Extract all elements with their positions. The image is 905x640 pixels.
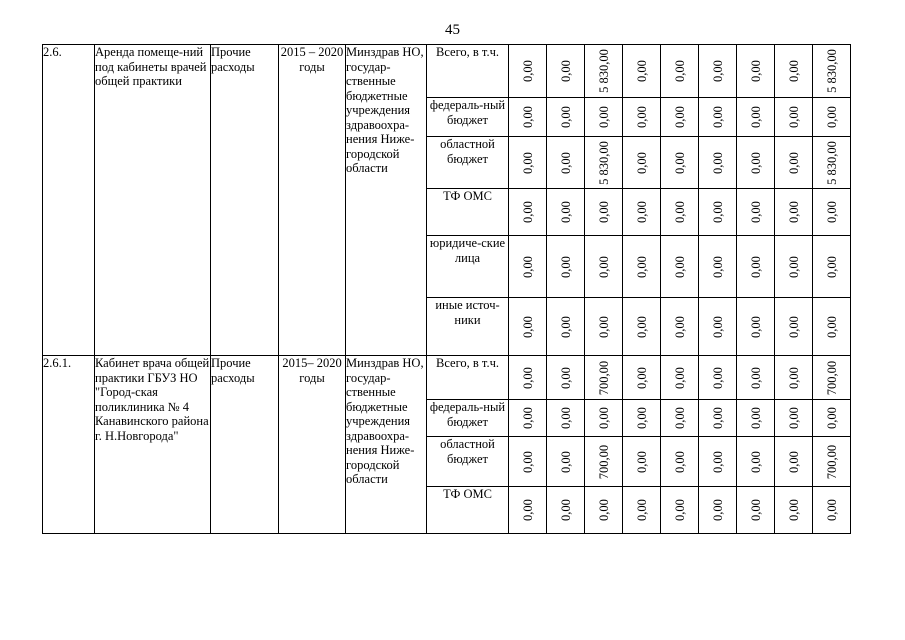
amount-cell (585, 437, 623, 487)
budget-table (42, 44, 851, 534)
amount-cell (661, 400, 699, 437)
amount-value: 0,00 (748, 366, 763, 389)
section-name: Аренда помеще-ний под кабинеты врачей общей практики (95, 45, 211, 356)
amount-value: 0,00 (824, 407, 839, 429)
amount-value: 0,00 (710, 499, 725, 521)
amount-value: 0,00 (634, 201, 649, 223)
amount-value: 700,00 (596, 360, 611, 395)
amount-value: 5 830,00 (596, 49, 611, 93)
amount-value: 0,00 (710, 450, 725, 473)
amount-value: 700,00 (824, 444, 839, 479)
amount-value: 0,00 (672, 315, 687, 338)
funding-source-label: федераль-ный бюджет (427, 400, 509, 437)
amount-cell (585, 189, 623, 236)
amount-value: 0,00 (596, 255, 611, 278)
amount-cell (699, 400, 737, 437)
amount-cell (775, 45, 813, 98)
funding-source-label: ТФ ОМС (427, 189, 509, 236)
amount-value: 0,00 (520, 499, 535, 521)
amount-value: 0,00 (710, 151, 725, 174)
amount-cell (661, 45, 699, 98)
amount-value: 0,00 (520, 450, 535, 473)
amount-cell (547, 45, 585, 98)
amount-cell (775, 98, 813, 137)
amount-value: 700,00 (596, 444, 611, 479)
executor: Минздрав НО, государ-ственные бюджетные учреждения здравоохра-нения Ниже-городской области (346, 45, 427, 356)
amount-cell (699, 298, 737, 356)
amount-value: 0,00 (558, 151, 573, 174)
amount-cell (547, 437, 585, 487)
amount-cell (813, 487, 851, 534)
amount-value: 0,00 (748, 255, 763, 278)
amount-value: 0,00 (634, 450, 649, 473)
amount-value: 0,00 (748, 499, 763, 521)
amount-cell (775, 437, 813, 487)
amount-cell (813, 356, 851, 400)
amount-value: 0,00 (672, 201, 687, 223)
amount-value: 0,00 (558, 450, 573, 473)
table-row (43, 45, 851, 98)
section-name: Кабинет врача общей практики ГБУЗ НО "Город-ская поликлиника № 4 Канавинского района г. Н.Новгорода" (95, 356, 211, 534)
amount-value: 0,00 (748, 151, 763, 174)
amount-cell (623, 400, 661, 437)
amount-cell (661, 298, 699, 356)
amount-value: 0,00 (786, 60, 801, 82)
amount-value: 0,00 (710, 106, 725, 128)
amount-cell (585, 298, 623, 356)
amount-value: 0,00 (786, 499, 801, 521)
amount-value: 0,00 (634, 315, 649, 338)
amount-cell (737, 137, 775, 189)
amount-value: 0,00 (596, 315, 611, 338)
amount-cell (547, 189, 585, 236)
amount-value: 0,00 (672, 151, 687, 174)
amount-value: 0,00 (520, 255, 535, 278)
amount-value: 0,00 (520, 366, 535, 389)
amount-cell (813, 189, 851, 236)
amount-cell (775, 298, 813, 356)
section-code: 2.6.1. (43, 356, 95, 534)
amount-cell (547, 98, 585, 137)
amount-cell (509, 437, 547, 487)
amount-value: 0,00 (558, 255, 573, 278)
amount-cell (623, 356, 661, 400)
amount-value: 0,00 (634, 106, 649, 128)
amount-value: 0,00 (520, 201, 535, 223)
amount-value: 0,00 (748, 60, 763, 82)
amount-cell (585, 45, 623, 98)
amount-cell (547, 400, 585, 437)
amount-cell (585, 98, 623, 137)
section-code: 2.6. (43, 45, 95, 356)
amount-cell (509, 236, 547, 298)
amount-value: 0,00 (558, 315, 573, 338)
amount-cell (547, 236, 585, 298)
amount-cell (661, 189, 699, 236)
amount-value: 5 830,00 (596, 140, 611, 185)
amount-value: 0,00 (824, 106, 839, 128)
expense-type: Прочие расходы (211, 45, 279, 356)
page-number: 45 (445, 22, 460, 38)
amount-cell (699, 137, 737, 189)
amount-value: 0,00 (520, 106, 535, 128)
amount-value: 0,00 (634, 255, 649, 278)
amount-value: 0,00 (824, 255, 839, 278)
amount-cell (661, 236, 699, 298)
amount-value: 0,00 (672, 499, 687, 521)
amount-value: 0,00 (748, 106, 763, 128)
amount-cell (737, 437, 775, 487)
amount-cell (509, 98, 547, 137)
amount-cell (661, 98, 699, 137)
amount-cell (813, 437, 851, 487)
amount-cell (737, 98, 775, 137)
amount-value: 0,00 (748, 450, 763, 473)
amount-value: 0,00 (558, 499, 573, 521)
amount-cell (623, 298, 661, 356)
amount-value: 0,00 (672, 60, 687, 82)
amount-cell (509, 356, 547, 400)
amount-cell (509, 45, 547, 98)
amount-value: 0,00 (786, 201, 801, 223)
amount-value: 0,00 (634, 366, 649, 389)
expense-type: Прочие расходы (211, 356, 279, 534)
amount-value: 0,00 (786, 151, 801, 174)
amount-value: 0,00 (634, 151, 649, 174)
amount-cell (661, 487, 699, 534)
funding-source-label: иные источ-ники (427, 298, 509, 356)
amount-value: 0,00 (520, 60, 535, 82)
amount-cell (623, 487, 661, 534)
amount-cell (585, 487, 623, 534)
amount-cell (623, 137, 661, 189)
amount-cell (737, 189, 775, 236)
amount-cell (737, 236, 775, 298)
amount-value: 700,00 (824, 360, 839, 395)
amount-cell (813, 98, 851, 137)
amount-cell (737, 45, 775, 98)
amount-cell (699, 236, 737, 298)
amount-cell (509, 137, 547, 189)
amount-cell (547, 298, 585, 356)
amount-value: 0,00 (672, 407, 687, 429)
amount-cell (661, 356, 699, 400)
amount-value: 0,00 (748, 315, 763, 338)
amount-cell (699, 98, 737, 137)
amount-cell (699, 45, 737, 98)
amount-value: 0,00 (596, 407, 611, 429)
amount-value: 0,00 (786, 255, 801, 278)
executor: Минздрав НО, государ-ственные бюджетные учреждения здравоохра-нения Ниже-городской области (346, 356, 427, 534)
amount-cell (547, 356, 585, 400)
amount-value: 0,00 (596, 499, 611, 521)
amount-cell (509, 189, 547, 236)
amount-cell (623, 45, 661, 98)
amount-cell (547, 137, 585, 189)
amount-value: 0,00 (520, 407, 535, 429)
amount-value: 0,00 (634, 499, 649, 521)
amount-cell (585, 356, 623, 400)
amount-cell (509, 487, 547, 534)
amount-value: 0,00 (748, 201, 763, 223)
amount-cell (699, 437, 737, 487)
amount-value: 0,00 (672, 255, 687, 278)
amount-value: 5 830,00 (824, 140, 839, 185)
amount-value: 0,00 (558, 106, 573, 128)
funding-source-label: ТФ ОМС (427, 487, 509, 534)
amount-value: 0,00 (634, 60, 649, 82)
amount-cell (737, 400, 775, 437)
amount-cell (547, 487, 585, 534)
amount-value: 0,00 (824, 315, 839, 338)
amount-value: 0,00 (672, 106, 687, 128)
amount-cell (813, 236, 851, 298)
amount-cell (737, 356, 775, 400)
amount-cell (775, 189, 813, 236)
period: 2015 – 2020 годы (279, 45, 346, 356)
amount-value: 0,00 (558, 201, 573, 223)
funding-source-label: юридиче-ские лица (427, 236, 509, 298)
amount-cell (509, 298, 547, 356)
amount-cell (775, 400, 813, 437)
amount-cell (737, 298, 775, 356)
amount-cell (813, 45, 851, 98)
amount-cell (813, 298, 851, 356)
amount-value: 0,00 (596, 201, 611, 223)
amount-value: 0,00 (520, 151, 535, 174)
amount-cell (813, 137, 851, 189)
amount-cell (699, 487, 737, 534)
amount-value: 0,00 (786, 366, 801, 389)
amount-cell (585, 400, 623, 437)
amount-cell (585, 236, 623, 298)
amount-cell (775, 356, 813, 400)
funding-source-label: федераль-ный бюджет (427, 98, 509, 137)
amount-value: 0,00 (634, 407, 649, 429)
funding-source-label: Всего, в т.ч. (427, 356, 509, 400)
amount-value: 0,00 (672, 366, 687, 389)
amount-value: 0,00 (824, 499, 839, 521)
amount-cell (623, 236, 661, 298)
amount-cell (737, 487, 775, 534)
amount-cell (623, 437, 661, 487)
amount-cell (699, 356, 737, 400)
amount-value: 0,00 (710, 60, 725, 82)
amount-cell (775, 137, 813, 189)
amount-value: 0,00 (786, 315, 801, 338)
amount-value: 0,00 (558, 366, 573, 389)
amount-cell (775, 487, 813, 534)
amount-value: 0,00 (596, 106, 611, 128)
funding-source-label: Всего, в т.ч. (427, 45, 509, 98)
amount-cell (509, 400, 547, 437)
period: 2015– 2020 годы (279, 356, 346, 534)
amount-value: 0,00 (558, 407, 573, 429)
amount-value: 0,00 (824, 201, 839, 223)
amount-cell (623, 98, 661, 137)
amount-value: 0,00 (672, 450, 687, 473)
amount-cell (775, 236, 813, 298)
amount-cell (699, 189, 737, 236)
amount-cell (813, 400, 851, 437)
amount-value: 0,00 (748, 407, 763, 429)
amount-value: 0,00 (786, 106, 801, 128)
amount-value: 0,00 (710, 201, 725, 223)
amount-value: 5 830,00 (824, 49, 839, 93)
amount-cell (661, 437, 699, 487)
amount-value: 0,00 (520, 315, 535, 338)
amount-cell (623, 189, 661, 236)
amount-cell (661, 137, 699, 189)
funding-source-label: областной бюджет (427, 137, 509, 189)
amount-cell (585, 137, 623, 189)
amount-value: 0,00 (710, 407, 725, 429)
table-row (43, 356, 851, 400)
amount-value: 0,00 (786, 407, 801, 429)
amount-value: 0,00 (710, 366, 725, 389)
amount-value: 0,00 (558, 60, 573, 82)
funding-source-label: областной бюджет (427, 437, 509, 487)
amount-value: 0,00 (710, 255, 725, 278)
amount-value: 0,00 (786, 450, 801, 473)
amount-value: 0,00 (710, 315, 725, 338)
